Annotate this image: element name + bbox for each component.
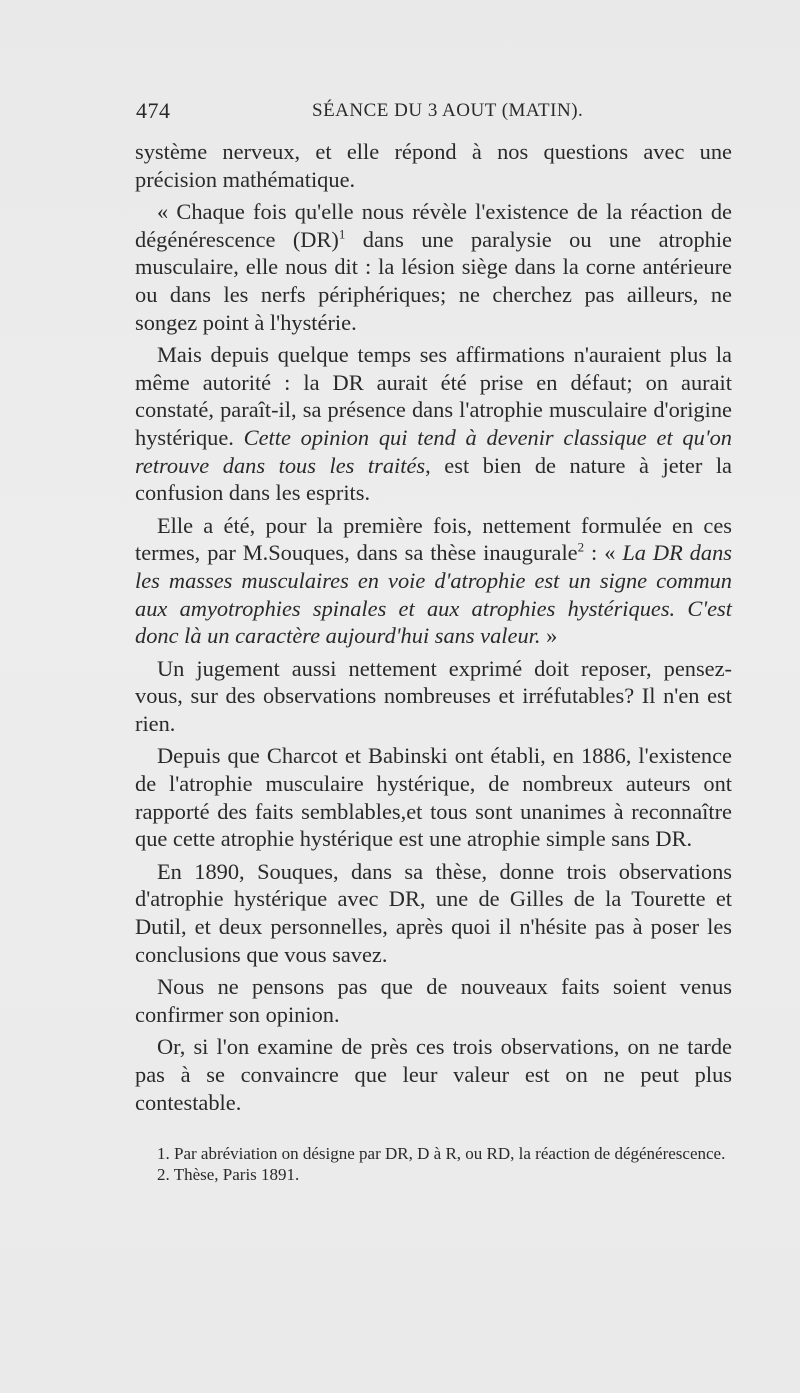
body-text: [135, 138, 732, 1121]
footnote-2: 2. Thèse, Paris 1891.: [157, 1165, 300, 1184]
paragraph-4-text-c: »: [540, 623, 558, 649]
footnote-ref-2: 2: [577, 539, 585, 555]
paragraph-3-text-b: , est bien de nature à jeter la confusion dans les esprits.: [135, 452, 732, 506]
paragraph-8-text: Nous ne pensons pas que de nouveaux faits soient venus confirmer son opinion.: [135, 974, 732, 1027]
paragraph-2: [135, 198, 732, 336]
paragraph-5: [135, 655, 732, 738]
page-number: 474: [136, 98, 171, 123]
paragraph-3-italic: Cette opinion qui tend à devenir classique et qu'on retrouve dans tous les traités: [135, 424, 732, 478]
footnotes: [135, 1143, 732, 1185]
running-head: SÉANCE DU 3 AOUT (MATIN).: [312, 100, 584, 121]
paragraph-8: [135, 973, 732, 1028]
paragraph-9-text: Or, si l'on examine de près ces trois observations, on ne tarde pas à se convaincre que leur valeur est on ne peut plus contestable.: [135, 1034, 732, 1115]
paragraph-7: [135, 858, 732, 968]
paragraph-6: [135, 742, 732, 852]
paragraph-4-text-b: : «: [584, 540, 623, 566]
paragraph-5-text: Un jugement aussi nettement exprimé doit reposer, pensez-vous, sur des observations nombreuses et irréfutables? Il n'en est rien.: [135, 655, 732, 736]
footnote-1: 1. Par abréviation on désigne par DR, D à R, ou RD, la réaction de dégénérescence.: [157, 1144, 726, 1163]
paragraph-3-text-a: Mais depuis quelque temps ses affirmations n'auraient plus la même autorité : la DR aurait été prise en défaut; on aurait constaté, paraît-il, sa présence dans l'atrophie musculaire d'origine hystérique.: [135, 342, 732, 450]
paragraph-4-text-a: Elle a été, pour la première fois, nettement formulée en ces termes, par M.Souques, dans sa thèse inaugurale: [135, 512, 732, 566]
paragraph-4: [135, 512, 732, 650]
paragraph-2-text-b: dans une paralysie ou une atrophie musculaire, elle nous dit : la lésion siège dans la corne antérieure ou dans les nerfs périphériques; ne cherchez pas ailleurs, ne songez point à l'hystérie.: [135, 226, 732, 335]
paragraph-9: [135, 1033, 732, 1116]
footnote-ref-1: 1: [338, 226, 346, 242]
paragraph-4-quote: La DR dans les masses musculaires en voie d'atrophie est un signe commun aux amyotrophies spinales et aux atrophies hystériques. C'est donc là un caractère aujourd'hui sans valeur.: [135, 540, 732, 649]
page-header: [136, 98, 732, 128]
paragraph-1: [135, 138, 732, 193]
paragraph-7-text: En 1890, Souques, dans sa thèse, donne trois observations d'atrophie hystérique avec DR, une de Gilles de la Tourette et Dutil, et deux personnelles, après quoi il n'hésite pas à poser les conclusions que vous savez.: [135, 858, 732, 967]
paragraph-3: [135, 341, 732, 507]
paragraph-6-text: Depuis que Charcot et Babinski ont établi, en 1886, l'existence de l'atrophie musculaire hystérique, de nombreux auteurs ont rapporté des faits semblables,et tous sont unanimes à reconnaître que cette atrophie hystérique est une atrophie simple sans DR.: [135, 743, 732, 852]
paragraph-1-text: système nerveux, et elle répond à nos questions avec une précision mathématique.: [135, 139, 732, 192]
paragraph-2-text-a: « Chaque fois qu'elle nous révèle l'existence de la réaction de dégénérescence (DR): [135, 199, 732, 252]
